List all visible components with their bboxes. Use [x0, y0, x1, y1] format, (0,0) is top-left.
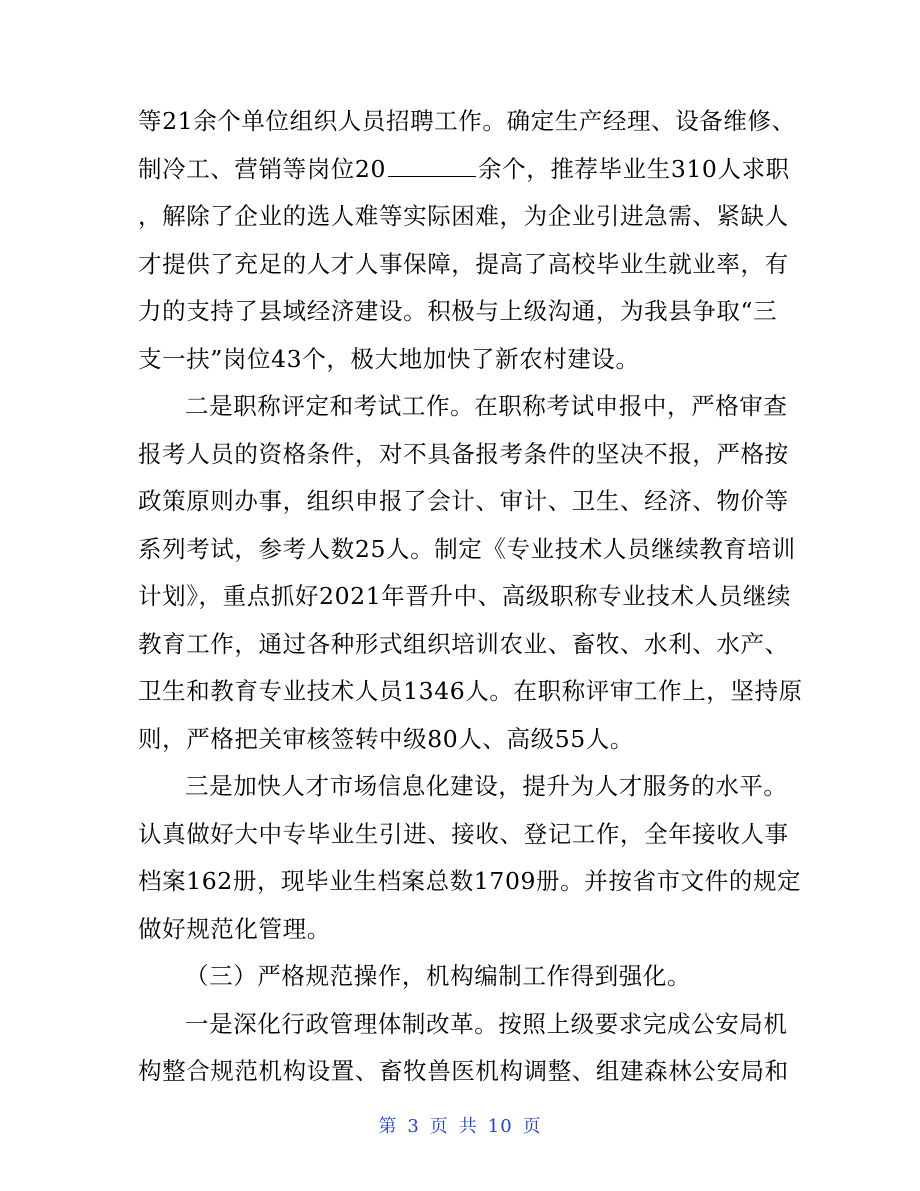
footer-prefix: 第	[378, 1116, 398, 1137]
text-line: 教育工作，通过各种形式组织培训农业、畜牧、水利、水产、	[138, 629, 789, 658]
footer-total-prefix: 共	[458, 1116, 478, 1137]
text-line: 力的支持了县域经济建设。积极与上级沟通，为我县争取“三	[138, 297, 778, 325]
text-line: 三是加快人才市场信息化建设，提升为人才服务的水平。	[185, 772, 788, 800]
total-pages-number: 10	[487, 1116, 513, 1137]
text-line: 等21余个单位组织人员招聘工作。确定生产经理、设备维修、	[138, 107, 796, 135]
page-footer	[0, 1112, 920, 1138]
footer-page-unit: 页	[429, 1116, 449, 1137]
text-line: 做好规范化管理。	[138, 914, 331, 943]
text-line: 一是深化行政管理体制改革。按照上级要求完成公安局机	[185, 1009, 788, 1038]
text-line: 政策原则办事，组织申报了会计、审计、卫生、经济、物价等	[138, 487, 789, 515]
text-line: 构整合规范机构设置、畜牧兽医机构调整、组建森林公安局和	[138, 1057, 789, 1085]
text-line: 计划》，重点抓好2021年晋升中、高级职称专业技术人员继续	[138, 582, 791, 610]
text-line	[138, 146, 788, 194]
text-line: 则，严格把关审核签转中级80人、高级55人。	[138, 724, 635, 753]
document-body	[138, 98, 803, 1096]
current-page-number: 3	[407, 1116, 420, 1137]
text-line: 认真做好大中专毕业生引进、接收、登记工作，全年接收人事	[138, 819, 789, 848]
text-line: 卫生和教育专业技术人员1346人。在职称评审工作上，坚持原	[138, 677, 803, 705]
text-line: 档案162册，现毕业生档案总数1709册。并按省市文件的规定	[138, 867, 802, 895]
text-line: 二是职称评定和考试工作。在职称考试申报中，严格审查	[185, 392, 788, 420]
text-line: 才提供了充足的人才人事保障，提高了高校毕业生就业率，有	[138, 249, 789, 278]
text-segment: 余个，推荐毕业生310人求职	[478, 154, 790, 183]
text-line: ，解除了企业的选人难等实际困难，为企业引进急需、紧缺人	[138, 202, 789, 230]
text-line: 系列考试，参考人数25人。制定《专业技术人员继续教育培训	[138, 534, 796, 563]
text-segment: 制冷工、营销等岗位20	[138, 154, 387, 183]
footer-total-unit: 页	[522, 1116, 542, 1137]
section-heading: （三）严格规范操作，机构编制工作得到强化。	[185, 962, 692, 990]
text-line: 支一扶”岗位43个，极大地加快了新农村建设。	[138, 344, 640, 373]
fill-in-blank	[388, 175, 476, 177]
text-line: 报考人员的资格条件，对不具备报考条件的坚决不报，严格按	[138, 439, 789, 468]
